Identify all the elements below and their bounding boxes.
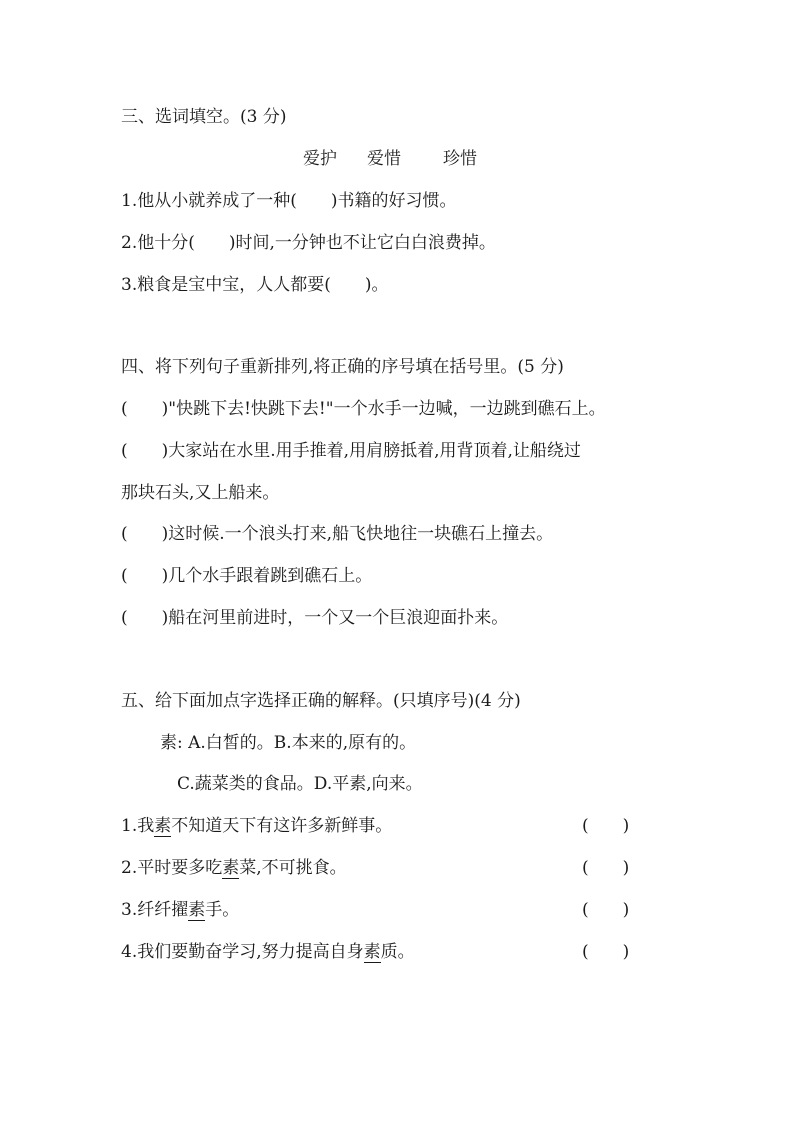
question-text: 1.我 (121, 816, 155, 836)
question-text: 2.平时要多吃 (121, 858, 223, 878)
question-text: 质。 (380, 942, 415, 962)
section5-question-3 (121, 898, 239, 922)
section5-question-1 (121, 814, 392, 838)
section5-question-4 (121, 940, 415, 964)
marked-character: 素 (188, 900, 206, 920)
section4-title: 四、将下列句子重新排列,将正确的序号填在括号里。(5 分) (121, 357, 564, 377)
word-option: 爱惜 (367, 149, 401, 169)
word-option: 珍惜 (443, 149, 477, 169)
definition-line-1: 素: A.白皙的。B.本来的,原有的。 (160, 733, 417, 753)
section3-title: 三、选词填空。(3 分) (121, 107, 287, 127)
section4-sentence-4: ( )几个水手跟着跳到礁石上。 (121, 566, 373, 586)
section4-sentence-1: ( )"快跳下去!快跳下去!"一个水手一边喊，一边跳到礁石上。 (121, 399, 606, 419)
marked-character: 素 (222, 858, 240, 878)
section5-question-2 (121, 856, 347, 880)
definition-line-2: C.蔬菜类的食品。D.平素,向来。 (177, 774, 423, 794)
section3-question-2: 2.他十分( )时间,一分钟也不让它白白浪费掉。 (121, 233, 496, 253)
question-text: 3.纤纤擢 (121, 900, 189, 920)
section5-title: 五、给下面加点字选择正确的解释。(只填序号)(4 分) (121, 691, 521, 711)
section4-sentence-5: ( )船在河里前进时，一个又一个巨浪迎面扑来。 (121, 608, 509, 628)
answer-blank: ( ) (582, 900, 630, 920)
question-text: 手。 (205, 900, 240, 920)
marked-character: 素 (154, 816, 172, 836)
word-option: 爱护 (303, 149, 337, 169)
marked-character: 素 (363, 942, 381, 962)
section4-sentence-2-continued: 那块石头,又上船来。 (121, 483, 280, 503)
answer-blank: ( ) (582, 816, 630, 836)
answer-blank: ( ) (582, 942, 630, 962)
word-bank (303, 147, 477, 171)
section3-question-3: 3.粮食是宝中宝，人人都要( )。 (121, 275, 389, 295)
question-text: 菜,不可挑食。 (239, 858, 347, 878)
section4-sentence-3: ( )这时候.一个浪头打来,船飞快地往一块礁石上撞去。 (121, 524, 554, 544)
question-text: 不知道天下有这许多新鲜事。 (171, 816, 393, 836)
question-text: 4.我们要勤奋学习,努力提高自身 (121, 942, 364, 962)
section4-sentence-2: ( )大家站在水里.用手推着,用肩膀抵着,用背顶着,让船绕过 (121, 441, 581, 461)
answer-blank: ( ) (582, 858, 630, 878)
section3-question-1: 1.他从小就养成了一种( )书籍的好习惯。 (121, 191, 457, 211)
